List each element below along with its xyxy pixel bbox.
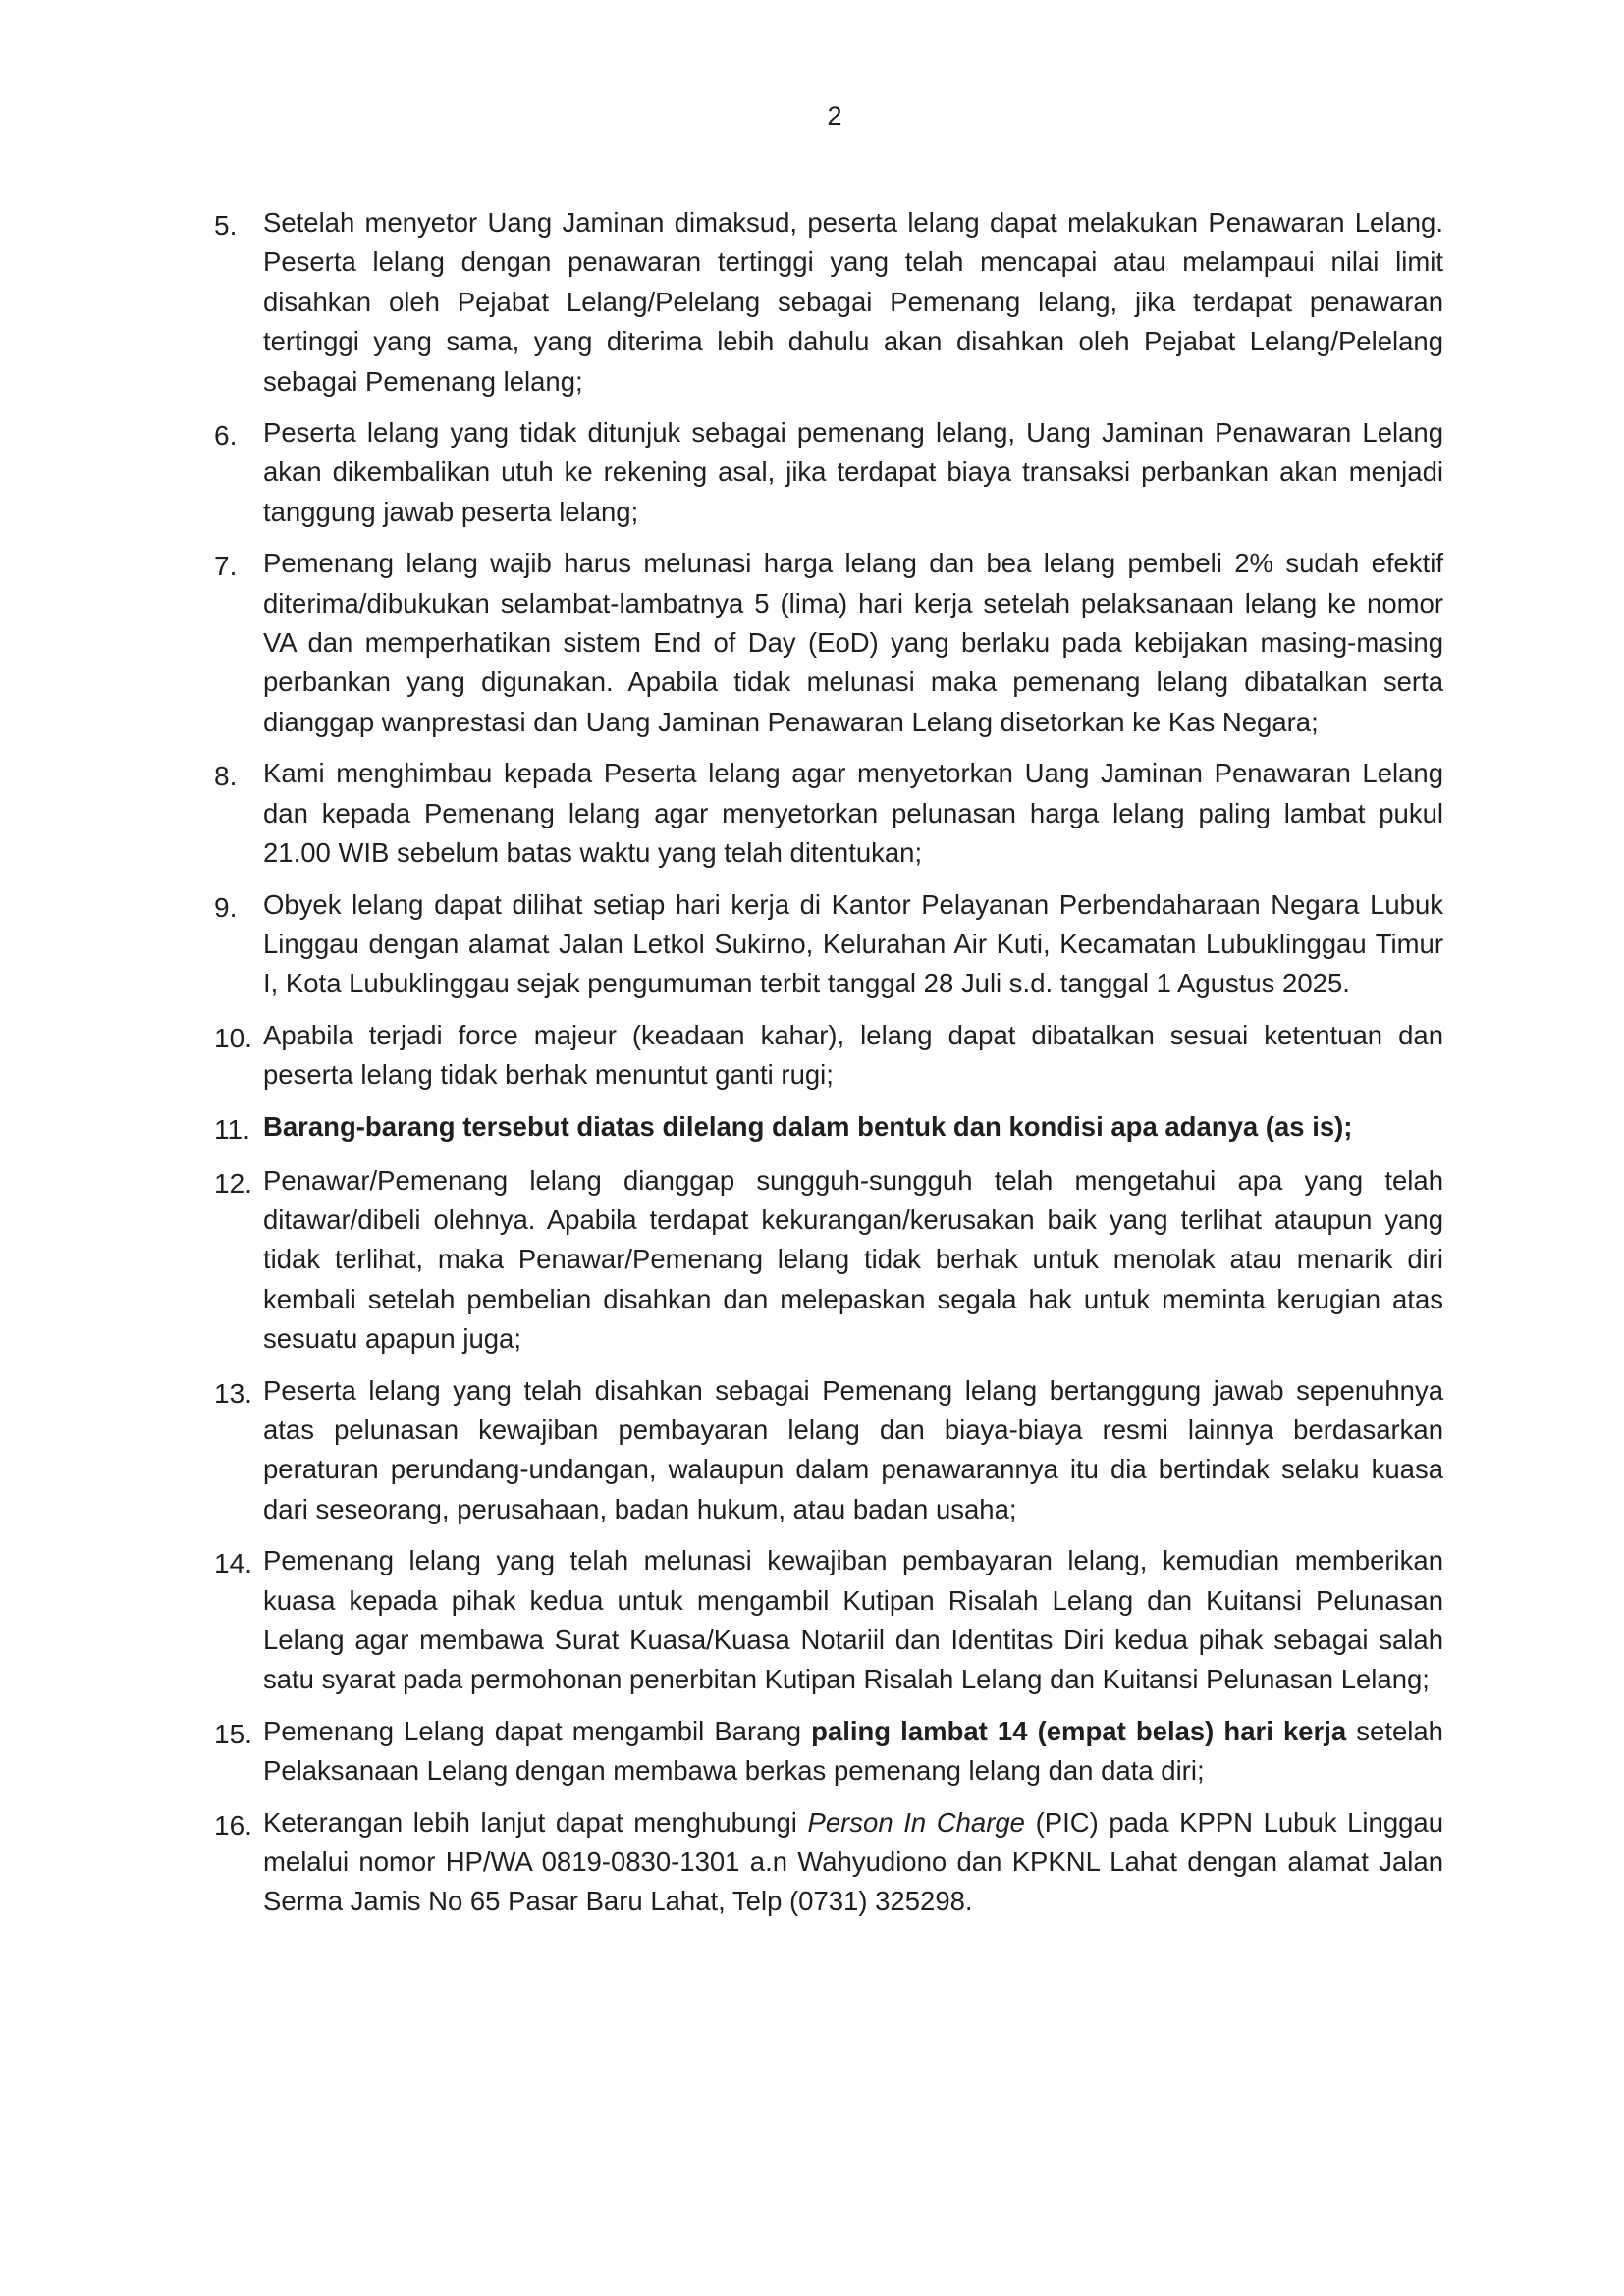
auction-terms-list [214,203,1443,1934]
list-item [214,1161,1443,1360]
list-item [214,1712,1443,1791]
list-item [214,1803,1443,1922]
item-text-italic: Person In Charge [807,1806,1025,1838]
item-number: 9. [214,891,238,923]
item-text [263,1712,1443,1791]
item-text: Penawar/Pemenang lelang dianggap sungguh-sungguh telah mengetahui apa yang telah ditawar/dibeli olehnya. Apabila terdapat kekurangan/kerusakan baik yang terlihat ataupun yang tidak terlihat, maka Penawar/Pemenang lelang tidak berhak untuk menolak atau menarik diri kembali setelah pembelian disahkan dan melepaskan segala hak untuk meminta kerugian atas sesuatu apapun juga; [263,1164,1443,1355]
item-text-after: setelah Pelaksanaan Lelang dengan membawa berkas pemenang lelang dan data diri; [263,1715,1443,1787]
item-text: Pemenang lelang wajib harus melunasi harga lelang dan bea lelang pembeli 2% sudah efektif diterima/dibukukan selambat-lambatnya 5 (lima) hari kerja setelah pelaksanaan lelang ke nomor VA dan memperhatikan sistem End of Day (EoD) yang berlaku pada kebijakan masing-masing perbankan yang digunakan. Apabila tidak melunasi maka pemenang lelang dibatalkan serta dianggap wanprestasi dan Uang Jaminan Penawaran Lelang disetorkan ke Kas Negara; [263,548,1443,737]
item-text-before: Keterangan lebih lanjut dapat menghubungi [263,1806,808,1838]
list-item [214,1541,1443,1700]
list-item [214,413,1443,532]
item-number: 14. [214,1548,252,1579]
item-text: Peserta lelang yang telah disahkan sebagai Pemenang lelang bertanggung jawab sepenuhnya atas pelunasan kewajiban pembayaran lelang dan biaya-biaya resmi lainnya berdasarkan peraturan perundang-undangan, walaupun dalam penawarannya itu dia bertindak selaku kuasa dari seseorang, perusahaan, badan hukum, atau badan usaha; [263,1374,1443,1524]
list-item [214,1371,1443,1530]
item-text-after: (PIC) pada KPPN Lubuk Linggau melalui nomor HP/WA 0819-0830-1301 a.n Wahyudiono dan KPKNL Lahat dengan alamat Jalan Serma Jamis No 65 Pasar Baru Lahat, Telp (0731) 325298. [263,1806,1443,1917]
list-item [214,754,1443,873]
list-item [214,203,1443,401]
item-number: 10. [214,1022,252,1053]
item-number: 6. [214,420,238,452]
item-text: Barang-barang tersebut diatas dilelang dalam bentuk dan kondisi apa adanya (as is); [263,1110,1353,1142]
list-item [214,885,1443,1004]
item-text: Pemenang lelang yang telah melunasi kewajiban pembayaran lelang, kemudian memberikan kuasa kepada pihak kedua untuk mengambil Kutipan Risalah Lelang dan Kuitansi Pelunasan Lelang agar membawa Surat Kuasa/Kuasa Notariil dan Identitas Diri kedua pihak sebagai salah satu syarat pada permohonan penerbitan Kutipan Risalah Lelang dan Kuitansi Pelunasan Lelang; [263,1545,1443,1695]
page-number: 2 [827,101,842,131]
item-text: Kami menghimbau kepada Peserta lelang agar menyetorkan Uang Jaminan Penawaran Lelang dan kepada Pemenang lelang agar menyetorkan pelunasan harga lelang paling lambat pukul 21.00 WIB sebelum batas waktu yang telah ditentukan; [263,758,1443,869]
item-text-bold: paling lambat 14 (empat belas) hari kerja [811,1715,1347,1746]
item-text-before: Pemenang Lelang dapat mengambil Barang [263,1715,812,1746]
item-text: Obyek lelang dapat dilihat setiap hari kerja di Kantor Pelayanan Perbendaharaan Negara Lubuk Linggau dengan alamat Jalan Letkol Sukirno, Kelurahan Air Kuti, Kecamatan Lubuklinggau Timur I, Kota Lubuklinggau sejak pengumuman terbit tanggal 28 Juli s.d. tanggal 1 Agustus 2025. [263,888,1443,999]
item-text: Peserta lelang yang tidak ditunjuk sebagai pemenang lelang, Uang Jaminan Penawaran Lelang akan dikembalikan utuh ke rekening asal, jika terdapat biaya transaksi perbankan akan menjadi tanggung jawab peserta lelang; [263,417,1443,527]
item-number: 8. [214,761,238,792]
item-number: 16. [214,1809,252,1841]
item-number: 12. [214,1167,252,1199]
item-number: 7. [214,551,238,582]
item-number: 11. [214,1113,250,1145]
item-text [263,1803,1443,1922]
list-item [214,1016,1443,1095]
item-number: 5. [214,210,238,240]
item-text: Setelah menyetor Uang Jaminan dimaksud, peserta lelang dapat melakukan Penawaran Lelang. Peserta lelang dengan penawaran tertinggi yang telah mencapai atau melampaui nilai limit disahkan oleh Pejabat Lelang/Pelelang sebagai Pemenang lelang, jika terdapat penawaran tertinggi yang sama, yang diterima lebih dahulu akan disahkan oleh Pejabat Lelang/Pelelang sebagai Pemenang lelang; [263,207,1443,397]
item-number: 15. [214,1718,252,1749]
list-item [214,544,1443,742]
item-number: 13. [214,1377,252,1409]
list-item [214,1107,1443,1149]
item-text: Apabila terjadi force majeur (keadaan kahar), lelang dapat dibatalkan sesuai ketentuan dan peserta lelang tidak berhak menuntut ganti rugi; [263,1019,1443,1091]
